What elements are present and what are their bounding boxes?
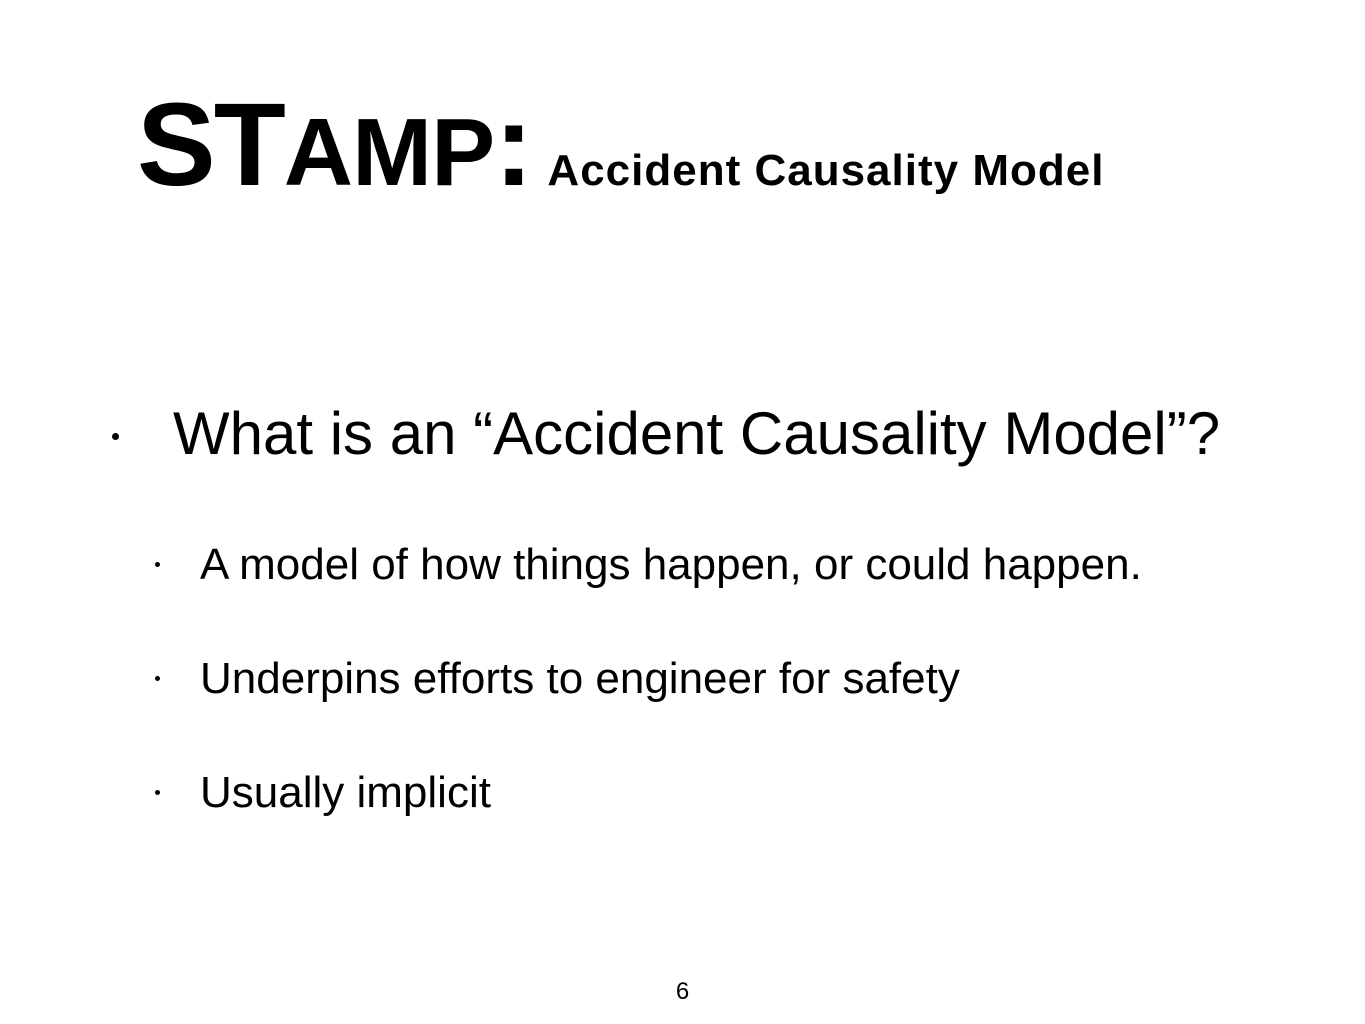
bullet-dot-icon xyxy=(155,562,160,567)
bullet-item-level2: A model of how things happen, or could happen. xyxy=(200,540,1142,589)
title-colon: : xyxy=(494,79,534,211)
bullet-dot-icon xyxy=(155,676,160,681)
bullet-item-level1: What is an “Accident Causality Model”? xyxy=(173,400,1221,467)
slide-title xyxy=(137,79,1105,211)
page-number: 6 xyxy=(675,978,690,1005)
title-subtitle: Accident Causality Model xyxy=(547,146,1105,195)
title-acronym-amp: AMP xyxy=(283,99,495,206)
bullet-dot-icon xyxy=(155,790,160,795)
bullet-item-level2: Usually implicit xyxy=(200,768,491,817)
bullet-item-level2: Underpins efforts to engineer for safety xyxy=(200,654,960,703)
title-acronym-st: ST xyxy=(137,79,284,211)
bullet-dot-icon xyxy=(112,433,119,440)
